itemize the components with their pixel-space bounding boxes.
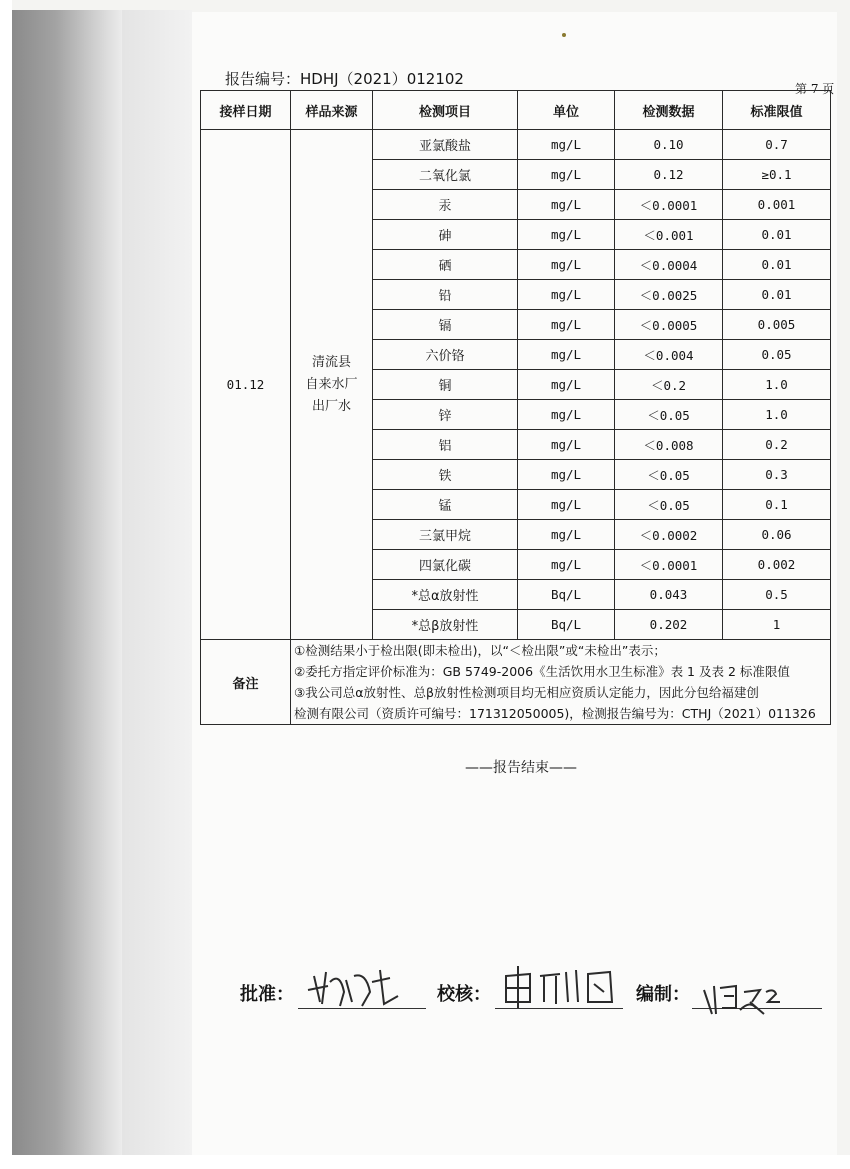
test-value: ＜0.0001 (615, 550, 723, 580)
remark-line: ①检测结果小于检出限(即未检出)，以“＜检出限”或“未检出”表示； (294, 643, 666, 658)
unit: mg/L (518, 340, 615, 370)
unit: mg/L (518, 310, 615, 340)
test-value: 0.12 (615, 160, 723, 190)
approve-label: 批准： (240, 984, 294, 1005)
standard-limit: 0.002 (723, 550, 831, 580)
test-value: ＜0.05 (615, 460, 723, 490)
test-value: ＜0.0004 (615, 250, 723, 280)
test-item: *总α放射性 (373, 580, 518, 610)
test-item: 铝 (373, 430, 518, 460)
standard-limit: 0.05 (723, 340, 831, 370)
unit: Bq/L (518, 580, 615, 610)
compile-label: 编制： (636, 984, 690, 1005)
scan-margin-bottom (0, 1155, 850, 1169)
test-item: *总β放射性 (373, 610, 518, 640)
test-value: ＜0.001 (615, 220, 723, 250)
review-signature (500, 962, 620, 1012)
test-value: ＜0.004 (615, 340, 723, 370)
unit: mg/L (518, 430, 615, 460)
test-value: ＜0.008 (615, 430, 723, 460)
standard-limit: ≥0.1 (723, 160, 831, 190)
standard-limit: 1 (723, 610, 831, 640)
remark-line: 检测有限公司（资质许可编号：171312050005)，检测报告编号为：CTHJ（2021）011326 (294, 706, 816, 721)
compile-signature (700, 980, 810, 1020)
test-value: 0.043 (615, 580, 723, 610)
unit: mg/L (518, 370, 615, 400)
scan-speck (562, 33, 566, 37)
test-value: ＜0.0005 (615, 310, 723, 340)
test-results-table (200, 90, 831, 725)
col-header-item: 检测项目 (373, 91, 518, 130)
test-item: 四氯化碳 (373, 550, 518, 580)
test-item: 镉 (373, 310, 518, 340)
test-item: 三氯甲烷 (373, 520, 518, 550)
unit: mg/L (518, 280, 615, 310)
book-gutter-shadow (12, 10, 122, 1155)
remark-line: ③我公司总α放射性、总β放射性检测项目均无相应资质认定能力，因此分包给福建创 (294, 685, 759, 700)
remarks-text (291, 640, 831, 725)
col-header-value: 检测数据 (615, 91, 723, 130)
sample-source-line: 清流县 (311, 354, 351, 370)
unit: mg/L (518, 130, 615, 160)
remarks-row (201, 640, 831, 725)
table-row (201, 130, 831, 160)
unit: mg/L (518, 400, 615, 430)
report-end-mark: ——报告结束—— (465, 760, 577, 776)
test-value: ＜0.0025 (615, 280, 723, 310)
page-number: 第 7 页 (795, 82, 835, 96)
test-value: 0.202 (615, 610, 723, 640)
review-label: 校核： (437, 984, 491, 1005)
test-value: ＜0.05 (615, 400, 723, 430)
report-number: 报告编号：HDHJ（2021）012102 (225, 70, 464, 88)
standard-limit: 0.7 (723, 130, 831, 160)
unit: mg/L (518, 490, 615, 520)
test-item: 铅 (373, 280, 518, 310)
remark-line: ②委托方指定评价标准为：GB 5749-2006《生活饮用水卫生标准》表 1 及表 2 标准限值 (294, 664, 790, 679)
standard-limit: 0.5 (723, 580, 831, 610)
test-value: ＜0.0001 (615, 190, 723, 220)
standard-limit: 0.001 (723, 190, 831, 220)
standard-limit: 0.3 (723, 460, 831, 490)
standard-limit: 0.1 (723, 490, 831, 520)
sample-source (291, 130, 373, 640)
unit: mg/L (518, 220, 615, 250)
standard-limit: 0.06 (723, 520, 831, 550)
test-item: 铜 (373, 370, 518, 400)
col-header-unit: 单位 (518, 91, 615, 130)
unit: mg/L (518, 160, 615, 190)
test-value: 0.10 (615, 130, 723, 160)
table-header-row (201, 91, 831, 130)
scan-margin (0, 0, 12, 1169)
test-item: 亚氯酸盐 (373, 130, 518, 160)
standard-limit: 0.01 (723, 220, 831, 250)
sample-source-line: 出厂水 (311, 398, 351, 414)
sample-source-line: 自来水厂 (305, 376, 358, 392)
test-item: 锌 (373, 400, 518, 430)
test-item: 六价铬 (373, 340, 518, 370)
remarks-label: 备注 (201, 640, 291, 725)
test-item: 锰 (373, 490, 518, 520)
standard-limit: 1.0 (723, 370, 831, 400)
standard-limit: 0.01 (723, 280, 831, 310)
sample-date: 01.12 (201, 130, 291, 640)
unit: Bq/L (518, 610, 615, 640)
page-edge-bleed (122, 10, 192, 1155)
test-item: 二氧化氯 (373, 160, 518, 190)
col-header-source: 样品来源 (291, 91, 373, 130)
standard-limit: 0.2 (723, 430, 831, 460)
standard-limit: 0.01 (723, 250, 831, 280)
test-value: ＜0.0002 (615, 520, 723, 550)
test-item: 铁 (373, 460, 518, 490)
test-item: 汞 (373, 190, 518, 220)
standard-limit: 0.005 (723, 310, 831, 340)
approve-signature (300, 962, 410, 1012)
unit: mg/L (518, 520, 615, 550)
unit: mg/L (518, 460, 615, 490)
unit: mg/L (518, 550, 615, 580)
test-value: ＜0.2 (615, 370, 723, 400)
standard-limit: 1.0 (723, 400, 831, 430)
col-header-date: 接样日期 (201, 91, 291, 130)
test-item: 硒 (373, 250, 518, 280)
col-header-limit: 标准限值 (723, 91, 831, 130)
unit: mg/L (518, 250, 615, 280)
test-item: 砷 (373, 220, 518, 250)
unit: mg/L (518, 190, 615, 220)
test-value: ＜0.05 (615, 490, 723, 520)
